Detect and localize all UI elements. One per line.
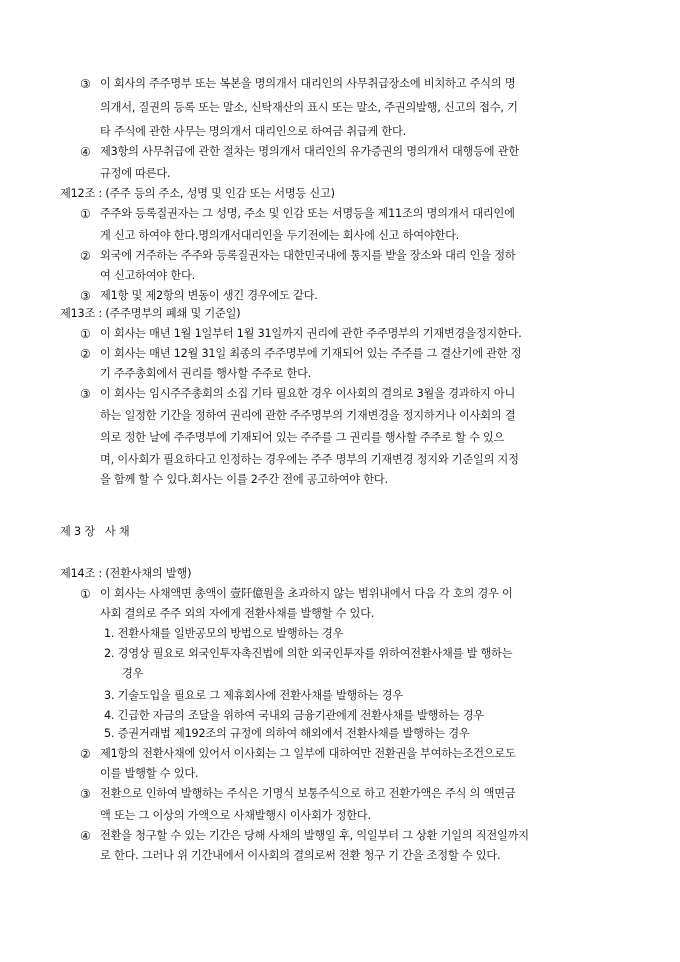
article13-heading: 제13조 : (주주명부의 폐쇄 및 기준일) <box>60 307 241 320</box>
article11-para4-line1: 제3항의 사무취급에 관한 절차는 명의개서 대리인의 유가증권의 명의개서 대행등에 관한 <box>100 145 519 158</box>
list-item-3: 3. 기술도입을 필요로 그 제휴회사에 전환사채를 발행하는 경우 <box>104 689 403 702</box>
chapter-title: 제 3 장 사 채 <box>60 525 130 538</box>
article13-para3-line4: 며, 이사회가 필요하다고 인정하는 경우에는 주주 명부의 기재변경 정지와 기준일의 지정 <box>100 453 519 466</box>
paragraph-number: ③ <box>80 387 91 401</box>
paragraph-number: ① <box>80 207 91 221</box>
list-item-1: 1. 전환사채를 일반공모의 방법으로 발행하는 경우 <box>104 627 344 640</box>
article11-para4-line2: 규정에 따른다. <box>100 167 171 180</box>
article14-para2-line1: 제1항의 전환사채에 있어서 이사회는 그 일부에 대하여만 전환권을 부여하는조건으로도 <box>100 747 516 760</box>
article14-para3-line1: 전환으로 인하여 발행하는 주식은 기명식 보통주식으로 하고 전환가액은 주식 의 액면금 <box>100 787 516 800</box>
article13-para2-line1: 이 회사는 매년 12월 31일 최종의 주주명부에 기재되어 있는 주주를 그 결산기에 관한 정 <box>100 347 522 360</box>
paragraph-number: ④ <box>80 145 91 159</box>
article12-heading: 제12조 : (주주 등의 주소, 성명 및 인감 또는 서명등 신고) <box>60 187 335 200</box>
list-item-5: 5. 증권거래법 제192조의 규정에 의하여 해외에서 전환사채를 발행하는 경우 <box>104 727 470 740</box>
article14-para4-line2: 로 한다. 그러나 위 기간내에서 이사회의 결의로써 전환 청구 기 간을 조정할 수 있다. <box>100 849 501 862</box>
article13-para3-line2: 하는 일정한 기간을 정하여 권리에 관한 주주명부의 기재변경을 정지하거나 이사회의 결 <box>100 409 516 422</box>
article12-para2-line2: 여 신고하여야 한다. <box>100 269 195 282</box>
paragraph-number: ① <box>80 587 91 601</box>
list-item-2-line1: 2. 경영상 필요로 외국인투자촉진법에 의한 외국인투자를 위하여전환사채를 발 행하는 <box>104 647 513 660</box>
article14-heading: 제14조 : (전환사채의 발행) <box>60 567 192 580</box>
article11-para3-line2: 의개서, 질권의 등록 또는 말소, 신탁재산의 표시 또는 말소, 주권의발행, 신고의 접수, 기 <box>100 101 518 114</box>
article14-para2-line2: 이를 발행할 수 있다. <box>100 767 199 780</box>
article11-para3-line3: 타 주식에 관한 사무는 명의개서 대리인으로 하여금 취급케 한다. <box>100 125 406 138</box>
article12-para3-line1: 제1항 및 제2항의 변동이 생긴 경우에도 같다. <box>100 289 318 302</box>
article12-para2-line1: 외국에 거주하는 주주와 등록질권자는 대한민국내에 통지를 받을 장소와 대리 인을 정하 <box>100 249 516 262</box>
paragraph-number: ② <box>80 347 91 361</box>
article14-para1-line1: 이 회사는 사채액면 총액이 壹阡億원을 초과하지 않는 범위내에서 다음 각 호의 경우 이 <box>100 587 513 600</box>
article14-para4-line1: 전환을 청구할 수 있는 기간은 당해 사채의 발행일 후, 익일부터 그 상환 기일의 직전일까지 <box>100 829 529 842</box>
article13-para3-line5: 을 함께 할 수 있다.회사는 이를 2주간 전에 공고하여야 한다. <box>100 473 388 486</box>
paragraph-number: ③ <box>80 289 91 303</box>
paragraph-number: ④ <box>80 829 91 843</box>
article12-para1-line2: 게 신고 하여야 한다.명의개서대리인을 두기전에는 회사에 신고 하여야한다. <box>100 229 460 242</box>
paragraph-number: ③ <box>80 787 91 801</box>
article13-para1-line1: 이 회사는 매년 1월 1일부터 1월 31일까지 권리에 관한 주주명부의 기재변경을정지한다. <box>100 327 522 340</box>
paragraph-number: ② <box>80 747 91 761</box>
list-item-4: 4. 긴급한 자금의 조달을 위하여 국내외 금융기관에게 전환사채를 발행하는 경우 <box>104 709 484 722</box>
paragraph-number: ① <box>80 327 91 341</box>
list-item-2-line2: 경우 <box>122 667 144 680</box>
article11-para3-line1: 이 회사의 주주명부 또는 복본을 명의개서 대리인의 사무취급장소에 비치하고 주식의 명 <box>100 77 516 90</box>
article14-para1-line2: 사회 결의로 주주 외의 자에게 전환사채를 발행할 수 있다. <box>100 607 375 620</box>
article13-para3-line1: 이 회사는 임시주주총회의 소집 기타 필요한 경우 이사회의 결의로 3월을 경과하지 아니 <box>100 387 516 400</box>
article14-para3-line2: 액 또는 그 이상의 가액으로 사채발행시 이사회가 정한다. <box>100 809 371 822</box>
article13-para3-line3: 의로 정한 날에 주주명부에 기재되어 있는 주주를 그 권리를 행사할 주주로 할 수 있으 <box>100 431 505 444</box>
article12-para1-line1: 주주와 등록질권자는 그 성명, 주소 및 인감 또는 서명등을 제11조의 명의개서 대리인에 <box>100 207 515 220</box>
article13-para2-line2: 기 주주총회에서 권리를 행사할 주주로 한다. <box>100 367 312 380</box>
paragraph-number: ③ <box>80 77 91 91</box>
paragraph-number: ② <box>80 249 91 263</box>
